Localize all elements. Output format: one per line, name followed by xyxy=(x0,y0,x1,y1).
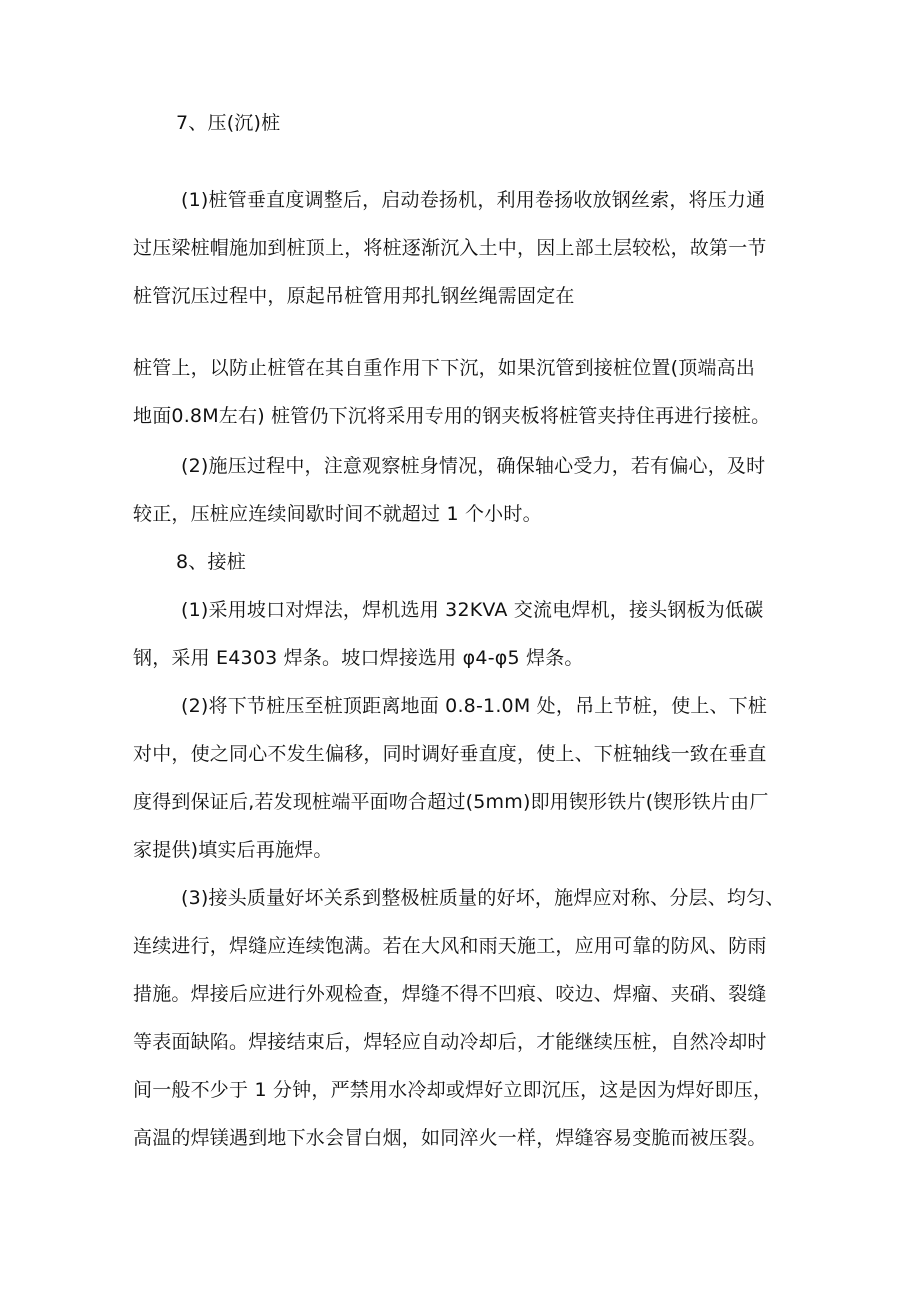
paragraph-line: (1)采用坡口对焊法，焊机选用 32KVA 交流电焊机，接头钢板为低碳 xyxy=(181,599,764,621)
paragraph-line: (1)桩管垂直度调整后，启动卷扬机，利用卷扬收放钢丝索，将压力通 xyxy=(181,189,766,211)
paragraph-line: (3)接头质量好坏关系到整极桩质量的好坏，施焊应对称、分层、均匀、 xyxy=(181,887,785,909)
paragraph-line: 措施。焊接后应进行外观检查，焊缝不得不凹痕、咬边、焊瘤、夹硝、裂缝 xyxy=(133,983,767,1005)
paragraph-line: 度得到保证后,若发现桩端平面吻合超过(5mm)即用锲形铁片(锲形铁片由厂 xyxy=(133,791,769,813)
paragraph-line: 家提供)填实后再施焊。 xyxy=(133,839,333,861)
paragraph-line: 桩管沉压过程中，原起吊桩管用邦扎钢丝绳需固定在 xyxy=(133,285,575,307)
paragraph-line: 连续进行，焊缝应连续饱满。若在大风和雨天施工，应用可靠的防风、防雨 xyxy=(133,935,767,957)
paragraph-line: 较正，压桩应连续间歇时间不就超过 1 个小时。 xyxy=(133,503,542,525)
section-heading-8: 8、接桩 xyxy=(176,551,246,573)
paragraph-line: 对中，使之同心不发生偏移，同时调好垂直度，使上、下桩轴线一致在垂直 xyxy=(133,743,767,765)
paragraph-line: 钢，采用 E4303 焊条。坡口焊接选用 φ4-φ5 焊条。 xyxy=(133,647,584,669)
paragraph-line: 过压梁桩帽施加到桩顶上，将桩逐渐沉入土中，因上部土层较松，故第一节 xyxy=(133,237,767,259)
paragraph-line: 等表面缺陷。焊接结束后，焊轻应自动冷却后，才能继续压桩，自然冷却时 xyxy=(133,1031,767,1053)
paragraph-line: (2)施压过程中，注意观察桩身情况，确保轴心受力，若有偏心，及时 xyxy=(181,455,766,477)
paragraph-line: 桩管上，以防止桩管在其自重作用下下沉，如果沉管到接桩位置(顶端高出 xyxy=(133,357,756,379)
paragraph-line: 地面0.8M左右) 桩管仍下沉将采用专用的钢夹板将桩管夹持住再进行接桩。 xyxy=(133,405,771,427)
paragraph-line: 高温的焊镁遇到地下水会冒白烟，如同淬火一样，焊缝容易变脆而被压裂。 xyxy=(133,1127,767,1149)
paragraph-line: 间一般不少于 1 分钟，严禁用水冷却或焊好立即沉压，这是因为焊好即压， xyxy=(133,1079,773,1101)
paragraph-line: (2)将下节桩压至桩顶距离地面 0.8-1.0M 处，吊上节桩，使上、下桩 xyxy=(181,695,768,717)
section-heading-7: 7、压(沉)桩 xyxy=(176,112,281,134)
